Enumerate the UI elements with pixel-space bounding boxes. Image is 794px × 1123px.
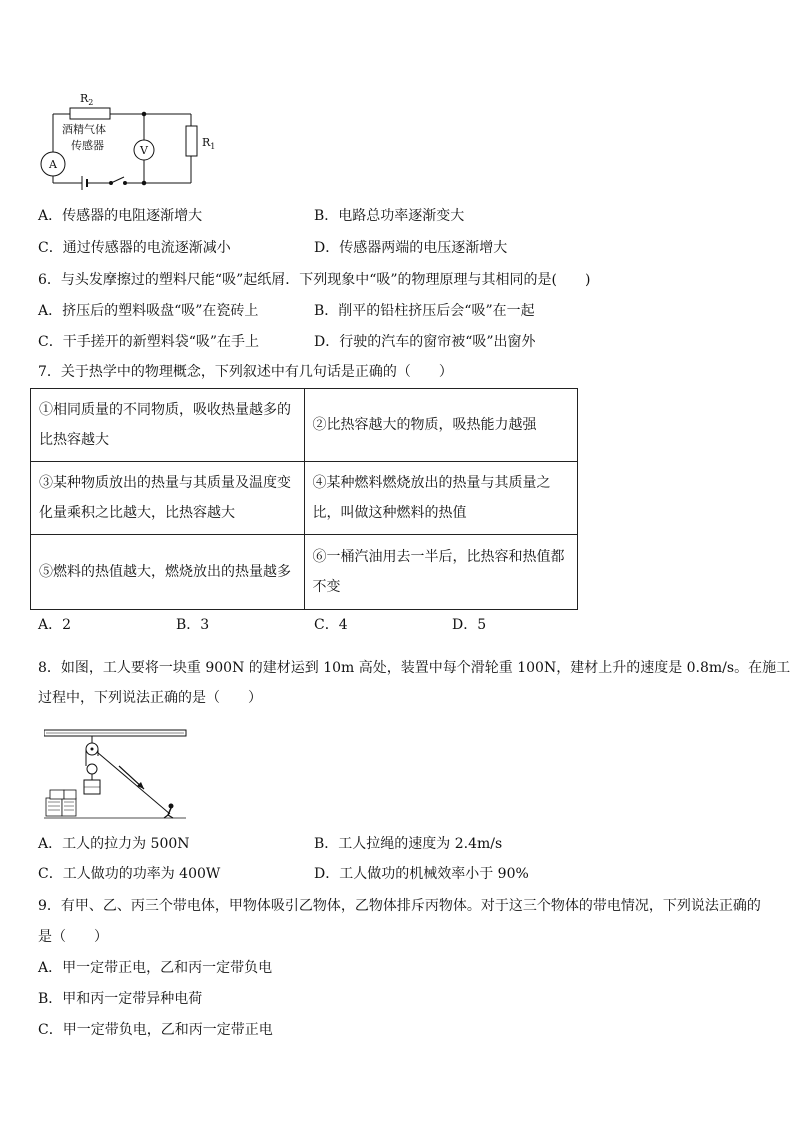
q6-option-b: B．削平的铅柱挤压后会“吸”在一起: [314, 303, 535, 319]
q7-option-d: D．5: [452, 617, 487, 633]
q6-option-d: D．行驶的汽车的窗帘被“吸”出窗外: [314, 334, 536, 350]
statement-5: ⑤燃料的热值越大，燃烧放出的热量越多: [31, 535, 305, 610]
q7-option-a: A．2: [38, 617, 72, 633]
q8-stem-line2: 过程中，下列说法正确的是（ ）: [38, 690, 262, 706]
q8-option-d: D．工人做功的机械效率小于 90%: [314, 866, 529, 882]
q8-stem-line1: 8．如图，工人要将一块重 900N 的建材运到 10m 高处，装置中每个滑轮重 100N，建材上升的速度是 0.8m/s。在施工: [38, 660, 791, 676]
q9-stem-line1: 9．有甲、乙、丙三个带电体，甲物体吸引乙物体，乙物体排斥丙物体。对于这三个物体的带电情况，下列说法正确的: [38, 898, 761, 914]
q9-stem-line2: 是（ ）: [38, 929, 108, 945]
statement-4: ④某种燃料燃烧放出的热量与其质量之比，叫做这种燃料的热值: [304, 462, 578, 535]
table-row: [31, 389, 578, 462]
q6-option-a: A．挤压后的塑料吸盘“吸”在瓷砖上: [38, 303, 259, 319]
circuit-diagram: [38, 86, 218, 196]
q9-option-c: C．甲一定带负电，乙和丙一定带正电: [38, 1022, 273, 1038]
q7-option-c: C．4: [314, 617, 348, 633]
q6-option-c: C．干手搓开的新塑料袋“吸”在手上: [38, 334, 260, 350]
pulley-diagram: [44, 726, 194, 826]
q7-statement-table: [30, 388, 578, 610]
table-row: [31, 535, 578, 610]
q8-option-c: C．工人做功的功率为 400W: [38, 866, 221, 882]
q8-option-a: A．工人的拉力为 500N: [38, 836, 190, 852]
q7-stem: 7．关于热学中的物理概念，下列叙述中有几句话是正确的（ ）: [38, 364, 453, 380]
q5-option-d: D．传感器两端的电压逐渐增大: [314, 240, 508, 256]
ammeter-label: A: [49, 158, 57, 171]
r2-label: $R_2$: [80, 92, 94, 107]
statement-3: ③某种物质放出的热量与其质量及温度变化量乘积之比越大，比热容越大: [31, 462, 305, 535]
statement-1: ①相同质量的不同物质，吸收热量越多的比热容越大: [31, 389, 305, 462]
q5-option-b: B．电路总功率逐渐变大: [314, 208, 465, 224]
sensor-label-line2: 传感器: [71, 139, 104, 152]
q5-option-a: A．传感器的电阻逐渐增大: [38, 208, 203, 224]
q7-option-b: B．3: [176, 617, 210, 633]
voltmeter-label: V: [140, 144, 148, 157]
q8-option-b: B．工人拉绳的速度为 2.4m/s: [314, 836, 503, 852]
q9-option-b: B．甲和丙一定带异种电荷: [38, 991, 203, 1007]
statement-6: ⑥一桶汽油用去一半后，比热容和热值都不变: [304, 535, 578, 610]
sensor-label-line1: 酒精气体: [62, 123, 106, 136]
q6-stem: 6．与头发摩擦过的塑料尺能“吸”起纸屑．下列现象中“吸”的物理原理与其相同的是( ): [38, 272, 591, 288]
r1-label: $R_1$: [202, 136, 216, 151]
q5-option-c: C．通过传感器的电流逐渐减小: [38, 240, 231, 256]
q9-option-a: A．甲一定带正电，乙和丙一定带负电: [38, 960, 273, 976]
statement-2: ②比热容越大的物质，吸热能力越强: [304, 389, 578, 462]
table-row: [31, 462, 578, 535]
